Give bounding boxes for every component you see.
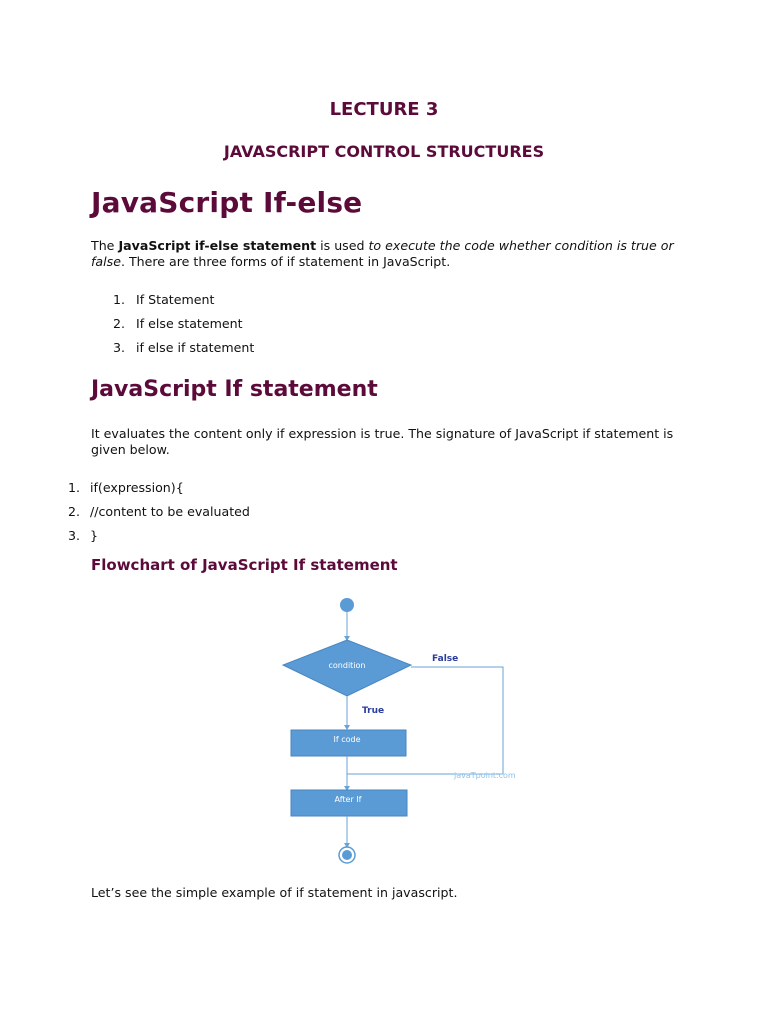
if-signature-code	[60, 480, 460, 552]
code-line	[60, 528, 460, 552]
code-line	[60, 504, 460, 528]
list-text: If else statement	[136, 316, 243, 331]
if-statement-flowchart	[270, 590, 550, 870]
code-line	[60, 480, 460, 504]
flowchart-end-node	[342, 850, 352, 860]
intro-bold-term: JavaScript if-else statement	[118, 238, 317, 253]
code-line-number: 1.	[67, 480, 80, 495]
flowchart-true-label: True	[362, 706, 385, 716]
list-number: 3.	[112, 340, 125, 355]
heading-javascript-if-else: JavaScript If-else	[91, 186, 363, 219]
list-item	[91, 292, 391, 316]
flowchart-after-if-label: After If	[334, 795, 362, 804]
flowchart-condition-label: condition	[328, 661, 366, 670]
flowchart-false-label: False	[432, 654, 459, 664]
closing-paragraph: Let’s see the simple example of if statement in javascript.	[91, 885, 458, 900]
code-line-number: 3.	[67, 528, 80, 543]
code-line-text: if(expression){	[90, 480, 184, 495]
heading-flowchart: Flowchart of JavaScript If statement	[91, 556, 398, 574]
code-line-text: //content to be evaluated	[90, 504, 250, 519]
flowchart-if-code-label: If code	[333, 735, 361, 744]
list-number: 1.	[112, 292, 125, 307]
list-item	[91, 316, 391, 340]
list-number: 2.	[112, 316, 125, 331]
code-line-text: }	[90, 528, 99, 543]
intro-italic-phrase: to execute the code whether condition is true or false	[91, 238, 674, 269]
intro-text-1: The	[91, 238, 119, 253]
list-item	[91, 340, 391, 364]
flowchart-arrowhead	[344, 725, 350, 730]
list-text: If Statement	[136, 292, 215, 307]
if-description-paragraph: It evaluates the content only if expression is true. The signature of JavaScript if statement is given below.	[91, 426, 674, 457]
if-forms-list	[91, 292, 391, 364]
intro-text-3: . There are three forms of if statement in JavaScript.	[120, 254, 451, 269]
intro-text-2: is used	[316, 238, 369, 253]
ifelse-intro-paragraph	[91, 238, 681, 270]
flowchart-watermark: javaTpoint.com	[454, 771, 516, 780]
code-line-number: 2.	[67, 504, 80, 519]
lecture-title: LECTURE 3	[329, 99, 439, 120]
list-text: if else if statement	[136, 340, 255, 355]
heading-javascript-if-statement: JavaScript If statement	[91, 377, 378, 402]
lecture-subtitle: JAVASCRIPT CONTROL STRUCTURES	[223, 142, 545, 161]
flowchart-start-node	[340, 598, 354, 612]
